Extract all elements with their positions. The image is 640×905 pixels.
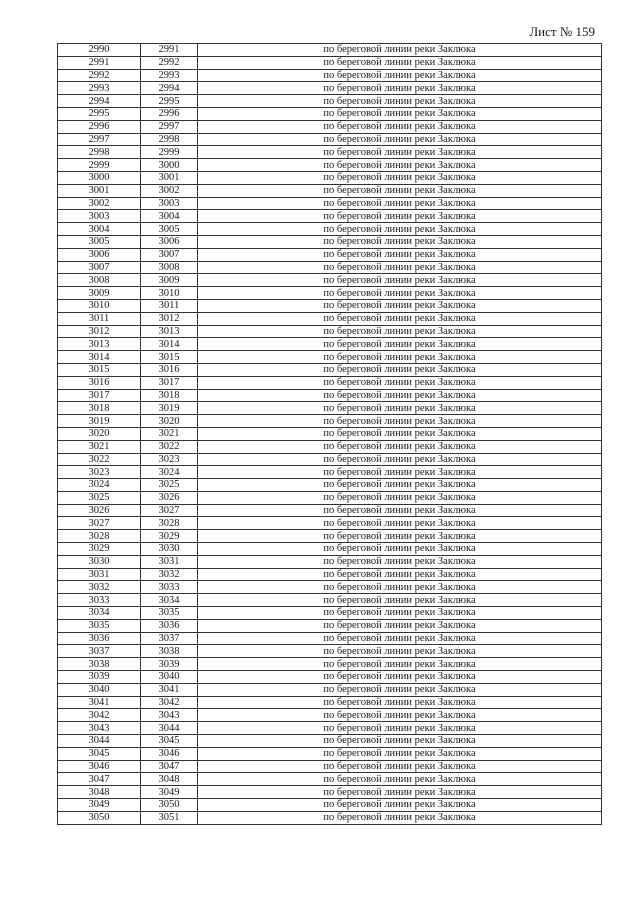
description-cell: по береговой линии реки Заклюка [198, 453, 602, 466]
from-point-cell: 3018 [58, 402, 141, 415]
description-cell: по береговой линии реки Заклюка [198, 479, 602, 492]
description-cell: по береговой линии реки Заклюка [198, 274, 602, 287]
to-point-cell: 3011 [141, 299, 198, 312]
to-point-cell: 3048 [141, 773, 198, 786]
description-cell: по береговой линии реки Заклюка [198, 543, 602, 556]
description-cell: по береговой линии реки Заклюка [198, 530, 602, 543]
from-point-cell: 2992 [58, 69, 141, 82]
description-cell: по береговой линии реки Заклюка [198, 338, 602, 351]
description-cell: по береговой линии реки Заклюка [198, 466, 602, 479]
table-row [58, 235, 602, 248]
table-row [58, 389, 602, 402]
to-point-cell: 3030 [141, 543, 198, 556]
to-point-cell: 2993 [141, 69, 198, 82]
to-point-cell: 3006 [141, 235, 198, 248]
to-point-cell: 3010 [141, 287, 198, 300]
from-point-cell: 3004 [58, 223, 141, 236]
to-point-cell: 2997 [141, 120, 198, 133]
table-row [58, 402, 602, 415]
table-row [58, 299, 602, 312]
table-row [58, 479, 602, 492]
description-cell: по береговой линии реки Заклюка [198, 504, 602, 517]
from-point-cell: 2991 [58, 56, 141, 69]
table-row [58, 555, 602, 568]
from-point-cell: 2998 [58, 146, 141, 159]
from-point-cell: 3050 [58, 811, 141, 824]
table-row [58, 427, 602, 440]
from-point-cell: 3001 [58, 184, 141, 197]
from-point-cell: 3015 [58, 363, 141, 376]
to-point-cell: 3007 [141, 248, 198, 261]
to-point-cell: 3014 [141, 338, 198, 351]
table-row [58, 747, 602, 760]
table-row [58, 504, 602, 517]
from-point-cell: 2994 [58, 95, 141, 108]
table-row [58, 69, 602, 82]
table-row [58, 466, 602, 479]
from-point-cell: 3045 [58, 747, 141, 760]
from-point-cell: 3016 [58, 376, 141, 389]
description-cell: по береговой линии реки Заклюка [198, 760, 602, 773]
from-point-cell: 3041 [58, 696, 141, 709]
description-cell: по береговой линии реки Заклюка [198, 517, 602, 530]
to-point-cell: 3032 [141, 568, 198, 581]
description-cell: по береговой линии реки Заклюка [198, 555, 602, 568]
from-point-cell: 3023 [58, 466, 141, 479]
table-row [58, 773, 602, 786]
description-cell: по береговой линии реки Заклюка [198, 299, 602, 312]
description-cell: по береговой линии реки Заклюка [198, 415, 602, 428]
table-row [58, 287, 602, 300]
from-point-cell: 3047 [58, 773, 141, 786]
to-point-cell: 3029 [141, 530, 198, 543]
from-point-cell: 3036 [58, 632, 141, 645]
to-point-cell: 3009 [141, 274, 198, 287]
from-point-cell: 3011 [58, 312, 141, 325]
to-point-cell: 3001 [141, 171, 198, 184]
table-row [58, 607, 602, 620]
to-point-cell: 3023 [141, 453, 198, 466]
to-point-cell: 3018 [141, 389, 198, 402]
table-row [58, 133, 602, 146]
description-cell: по береговой линии реки Заклюка [198, 491, 602, 504]
description-cell: по береговой линии реки Заклюка [198, 799, 602, 812]
to-point-cell: 2996 [141, 107, 198, 120]
table-row [58, 696, 602, 709]
description-cell: по береговой линии реки Заклюка [198, 696, 602, 709]
table-row [58, 530, 602, 543]
table-row [58, 491, 602, 504]
description-cell: по береговой линии реки Заклюка [198, 95, 602, 108]
table-row [58, 760, 602, 773]
from-point-cell: 3049 [58, 799, 141, 812]
table-row [58, 415, 602, 428]
to-point-cell: 3002 [141, 184, 198, 197]
description-cell: по береговой линии реки Заклюка [198, 120, 602, 133]
from-point-cell: 3043 [58, 722, 141, 735]
table-row [58, 658, 602, 671]
to-point-cell: 3020 [141, 415, 198, 428]
table-body [58, 44, 602, 825]
description-cell: по береговой линии реки Заклюка [198, 658, 602, 671]
table-row [58, 210, 602, 223]
from-point-cell: 3002 [58, 197, 141, 210]
from-point-cell: 3040 [58, 683, 141, 696]
description-cell: по береговой линии реки Заклюка [198, 607, 602, 620]
from-point-cell: 3022 [58, 453, 141, 466]
table-row [58, 517, 602, 530]
to-point-cell: 3026 [141, 491, 198, 504]
from-point-cell: 2993 [58, 82, 141, 95]
description-cell: по береговой линии реки Заклюка [198, 645, 602, 658]
to-point-cell: 3036 [141, 619, 198, 632]
from-point-cell: 3030 [58, 555, 141, 568]
description-cell: по береговой линии реки Заклюка [198, 287, 602, 300]
from-point-cell: 3019 [58, 415, 141, 428]
table-row [58, 440, 602, 453]
table-row [58, 376, 602, 389]
to-point-cell: 3019 [141, 402, 198, 415]
description-cell: по береговой линии реки Заклюка [198, 248, 602, 261]
to-point-cell: 2999 [141, 146, 198, 159]
description-cell: по береговой линии реки Заклюка [198, 197, 602, 210]
description-cell: по береговой линии реки Заклюка [198, 581, 602, 594]
table-row [58, 722, 602, 735]
from-point-cell: 3025 [58, 491, 141, 504]
to-point-cell: 3043 [141, 709, 198, 722]
from-point-cell: 3044 [58, 735, 141, 748]
to-point-cell: 3051 [141, 811, 198, 824]
from-point-cell: 3046 [58, 760, 141, 773]
from-point-cell: 3037 [58, 645, 141, 658]
to-point-cell: 3050 [141, 799, 198, 812]
table-row [58, 82, 602, 95]
to-point-cell: 3042 [141, 696, 198, 709]
description-cell: по береговой линии реки Заклюка [198, 146, 602, 159]
to-point-cell: 2992 [141, 56, 198, 69]
table-row [58, 568, 602, 581]
table-row [58, 248, 602, 261]
table-row [58, 56, 602, 69]
from-point-cell: 3017 [58, 389, 141, 402]
to-point-cell: 3034 [141, 594, 198, 607]
description-cell: по береговой линии реки Заклюка [198, 786, 602, 799]
from-point-cell: 3038 [58, 658, 141, 671]
to-point-cell: 3008 [141, 261, 198, 274]
description-cell: по береговой линии реки Заклюка [198, 747, 602, 760]
description-cell: по береговой линии реки Заклюка [198, 376, 602, 389]
description-cell: по береговой линии реки Заклюка [198, 325, 602, 338]
from-point-cell: 2996 [58, 120, 141, 133]
description-cell: по береговой линии реки Заклюка [198, 568, 602, 581]
from-point-cell: 3010 [58, 299, 141, 312]
description-cell: по береговой линии реки Заклюка [198, 184, 602, 197]
to-point-cell: 3021 [141, 427, 198, 440]
description-cell: по береговой линии реки Заклюка [198, 773, 602, 786]
to-point-cell: 3049 [141, 786, 198, 799]
to-point-cell: 3038 [141, 645, 198, 658]
table-row [58, 671, 602, 684]
description-cell: по береговой линии реки Заклюка [198, 440, 602, 453]
to-point-cell: 3035 [141, 607, 198, 620]
from-point-cell: 3009 [58, 287, 141, 300]
from-point-cell: 3014 [58, 351, 141, 364]
table-row [58, 735, 602, 748]
to-point-cell: 3027 [141, 504, 198, 517]
from-point-cell: 3007 [58, 261, 141, 274]
to-point-cell: 3012 [141, 312, 198, 325]
description-cell: по береговой линии реки Заклюка [198, 363, 602, 376]
table-row [58, 159, 602, 172]
table-row [58, 325, 602, 338]
to-point-cell: 3041 [141, 683, 198, 696]
to-point-cell: 3022 [141, 440, 198, 453]
description-cell: по береговой линии реки Заклюка [198, 107, 602, 120]
table-row [58, 184, 602, 197]
table-row [58, 351, 602, 364]
table-row [58, 95, 602, 108]
description-cell: по береговой линии реки Заклюка [198, 223, 602, 236]
to-point-cell: 3028 [141, 517, 198, 530]
to-point-cell: 3040 [141, 671, 198, 684]
description-cell: по береговой линии реки Заклюка [198, 69, 602, 82]
table-row [58, 312, 602, 325]
sheet-number: Лист № 159 [529, 24, 595, 39]
description-cell: по береговой линии реки Заклюка [198, 683, 602, 696]
description-cell: по береговой линии реки Заклюка [198, 427, 602, 440]
table-row [58, 683, 602, 696]
table-row [58, 107, 602, 120]
description-cell: по береговой линии реки Заклюка [198, 312, 602, 325]
description-cell: по береговой линии реки Заклюка [198, 722, 602, 735]
from-point-cell: 3020 [58, 427, 141, 440]
description-cell: по береговой линии реки Заклюка [198, 159, 602, 172]
to-point-cell: 3045 [141, 735, 198, 748]
table-row [58, 645, 602, 658]
table-row [58, 120, 602, 133]
table-row [58, 453, 602, 466]
table-row [58, 632, 602, 645]
description-cell: по береговой линии реки Заклюка [198, 619, 602, 632]
table-row [58, 261, 602, 274]
from-point-cell: 3042 [58, 709, 141, 722]
table-row [58, 274, 602, 287]
table-row [58, 619, 602, 632]
from-point-cell: 3033 [58, 594, 141, 607]
to-point-cell: 3046 [141, 747, 198, 760]
description-cell: по береговой линии реки Заклюка [198, 133, 602, 146]
description-cell: по береговой линии реки Заклюка [198, 632, 602, 645]
table-row [58, 338, 602, 351]
table-row [58, 709, 602, 722]
table-row [58, 799, 602, 812]
to-point-cell: 3039 [141, 658, 198, 671]
boundary-table [57, 43, 602, 825]
from-point-cell: 3021 [58, 440, 141, 453]
from-point-cell: 3034 [58, 607, 141, 620]
to-point-cell: 3015 [141, 351, 198, 364]
to-point-cell: 2995 [141, 95, 198, 108]
to-point-cell: 3017 [141, 376, 198, 389]
description-cell: по береговой линии реки Заклюка [198, 82, 602, 95]
description-cell: по береговой линии реки Заклюка [198, 56, 602, 69]
from-point-cell: 3032 [58, 581, 141, 594]
to-point-cell: 3016 [141, 363, 198, 376]
table-row [58, 543, 602, 556]
from-point-cell: 3006 [58, 248, 141, 261]
description-cell: по береговой линии реки Заклюка [198, 351, 602, 364]
description-cell: по береговой линии реки Заклюка [198, 671, 602, 684]
table-row [58, 171, 602, 184]
to-point-cell: 3033 [141, 581, 198, 594]
to-point-cell: 3025 [141, 479, 198, 492]
from-point-cell: 3039 [58, 671, 141, 684]
from-point-cell: 3029 [58, 543, 141, 556]
table-row [58, 44, 602, 57]
from-point-cell: 3005 [58, 235, 141, 248]
to-point-cell: 2991 [141, 44, 198, 57]
to-point-cell: 3024 [141, 466, 198, 479]
description-cell: по береговой линии реки Заклюка [198, 402, 602, 415]
from-point-cell: 2990 [58, 44, 141, 57]
from-point-cell: 3028 [58, 530, 141, 543]
from-point-cell: 3008 [58, 274, 141, 287]
to-point-cell: 3013 [141, 325, 198, 338]
to-point-cell: 3005 [141, 223, 198, 236]
description-cell: по береговой линии реки Заклюка [198, 261, 602, 274]
table-row [58, 223, 602, 236]
description-cell: по береговой линии реки Заклюка [198, 709, 602, 722]
table-row [58, 811, 602, 824]
from-point-cell: 3035 [58, 619, 141, 632]
to-point-cell: 3003 [141, 197, 198, 210]
description-cell: по береговой линии реки Заклюка [198, 811, 602, 824]
table-row [58, 197, 602, 210]
to-point-cell: 3031 [141, 555, 198, 568]
from-point-cell: 2995 [58, 107, 141, 120]
from-point-cell: 3000 [58, 171, 141, 184]
from-point-cell: 3026 [58, 504, 141, 517]
to-point-cell: 3037 [141, 632, 198, 645]
description-cell: по береговой линии реки Заклюка [198, 171, 602, 184]
description-cell: по береговой линии реки Заклюка [198, 44, 602, 57]
from-point-cell: 3031 [58, 568, 141, 581]
description-cell: по береговой линии реки Заклюка [198, 735, 602, 748]
from-point-cell: 3013 [58, 338, 141, 351]
to-point-cell: 2994 [141, 82, 198, 95]
to-point-cell: 3044 [141, 722, 198, 735]
to-point-cell: 3004 [141, 210, 198, 223]
table-row [58, 786, 602, 799]
table-row [58, 581, 602, 594]
to-point-cell: 3000 [141, 159, 198, 172]
from-point-cell: 3024 [58, 479, 141, 492]
description-cell: по береговой линии реки Заклюка [198, 210, 602, 223]
from-point-cell: 3012 [58, 325, 141, 338]
description-cell: по береговой линии реки Заклюка [198, 235, 602, 248]
description-cell: по береговой линии реки Заклюка [198, 389, 602, 402]
table-row [58, 363, 602, 376]
table-row [58, 146, 602, 159]
from-point-cell: 3003 [58, 210, 141, 223]
from-point-cell: 2999 [58, 159, 141, 172]
to-point-cell: 3047 [141, 760, 198, 773]
from-point-cell: 2997 [58, 133, 141, 146]
description-cell: по береговой линии реки Заклюка [198, 594, 602, 607]
from-point-cell: 3048 [58, 786, 141, 799]
table-row [58, 594, 602, 607]
from-point-cell: 3027 [58, 517, 141, 530]
to-point-cell: 2998 [141, 133, 198, 146]
